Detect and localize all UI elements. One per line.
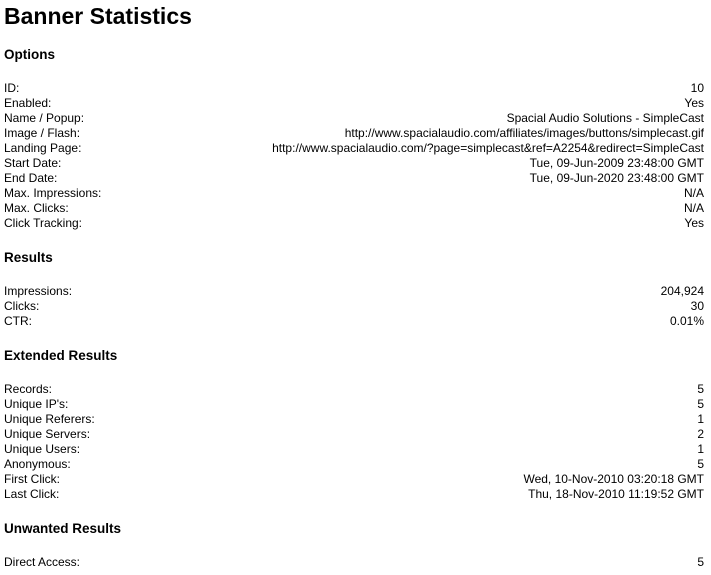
stat-value: 1 (697, 442, 704, 456)
stat-row (4, 472, 704, 487)
page (4, 0, 704, 570)
stat-value: Thu, 18-Nov-2010 11:19:52 GMT (528, 487, 704, 501)
stat-value: 30 (690, 299, 704, 313)
stat-row (4, 156, 704, 171)
stat-row (4, 314, 704, 329)
stat-label: Clicks: (4, 299, 40, 313)
stat-label: Enabled: (4, 96, 52, 110)
stat-label: Unique Referers: (4, 412, 95, 426)
page-title: Banner Statistics (4, 3, 192, 29)
stat-label: Anonymous: (4, 457, 71, 471)
stat-label: Last Click: (4, 487, 60, 501)
stat-row (4, 96, 704, 111)
stat-row (4, 111, 704, 126)
stat-row (4, 201, 704, 216)
stat-value: http://www.spacialaudio.com/affiliates/images/buttons/simplecast.gif (344, 126, 704, 140)
stat-label: Max. Clicks: (4, 201, 69, 215)
section-title: Results (4, 250, 53, 265)
stat-value: Tue, 09-Jun-2009 23:48:00 GMT (529, 156, 704, 170)
stat-label: Direct Access: (4, 555, 81, 569)
stat-label: Landing Page: (4, 141, 82, 155)
stat-row (4, 487, 704, 502)
stat-value: 2 (697, 427, 704, 441)
stat-label: Impressions: (4, 284, 73, 298)
stat-row (4, 442, 704, 457)
stat-value: 5 (697, 457, 704, 471)
stat-value: Tue, 09-Jun-2020 23:48:00 GMT (529, 171, 704, 185)
stat-row (4, 126, 704, 141)
stat-row (4, 457, 704, 472)
stats-list (4, 284, 704, 329)
stat-row (4, 397, 704, 412)
stat-label: Unique Users: (4, 442, 81, 456)
stat-label: Records: (4, 382, 53, 396)
stat-value: 1 (697, 412, 704, 426)
stat-row (4, 412, 704, 427)
section-title: Unwanted Results (4, 521, 122, 536)
section-options (4, 47, 704, 231)
stat-value: 204,924 (660, 284, 704, 298)
stat-label: ID: (4, 81, 20, 95)
section-title: Options (4, 47, 55, 62)
stat-label: Image / Flash: (4, 126, 81, 140)
stat-label: End Date: (4, 171, 58, 185)
stats-list (4, 555, 704, 570)
stat-row (4, 427, 704, 442)
stat-row (4, 81, 704, 96)
stats-list (4, 382, 704, 502)
stat-row (4, 186, 704, 201)
stat-row (4, 141, 704, 156)
stat-row (4, 382, 704, 397)
stat-label: Start Date: (4, 156, 62, 170)
stat-value: http://www.spacialaudio.com/?page=simplecast&ref=A2254&redirect=SimpleCast (272, 141, 704, 155)
stat-label: Click Tracking: (4, 216, 83, 230)
stat-row (4, 284, 704, 299)
stats-list (4, 81, 704, 231)
stat-value: Spacial Audio Solutions - SimpleCast (506, 111, 704, 125)
stat-value: Wed, 10-Nov-2010 03:20:18 GMT (523, 472, 704, 486)
section-results (4, 250, 704, 329)
section-title: Extended Results (4, 348, 118, 363)
stat-label: Unique IP's: (4, 397, 69, 411)
stat-row (4, 555, 704, 570)
stat-label: Unique Servers: (4, 427, 91, 441)
stat-value: 5 (697, 555, 704, 569)
sections-container (4, 47, 704, 570)
stat-label: CTR: (4, 314, 32, 328)
stat-row (4, 171, 704, 186)
section-extended-results (4, 348, 704, 502)
stat-value: Yes (684, 216, 704, 230)
stat-row (4, 299, 704, 314)
stat-value: 5 (697, 397, 704, 411)
stat-value: Yes (684, 96, 704, 110)
stat-label: Name / Popup: (4, 111, 85, 125)
stat-value: N/A (683, 201, 704, 215)
stat-value: 0.01% (669, 314, 704, 328)
stat-value: N/A (683, 186, 704, 200)
section-unwanted-results (4, 521, 704, 570)
stat-value: 10 (690, 81, 704, 95)
stat-row (4, 216, 704, 231)
stat-value: 5 (697, 382, 704, 396)
stat-label: First Click: (4, 472, 60, 486)
stat-label: Max. Impressions: (4, 186, 102, 200)
